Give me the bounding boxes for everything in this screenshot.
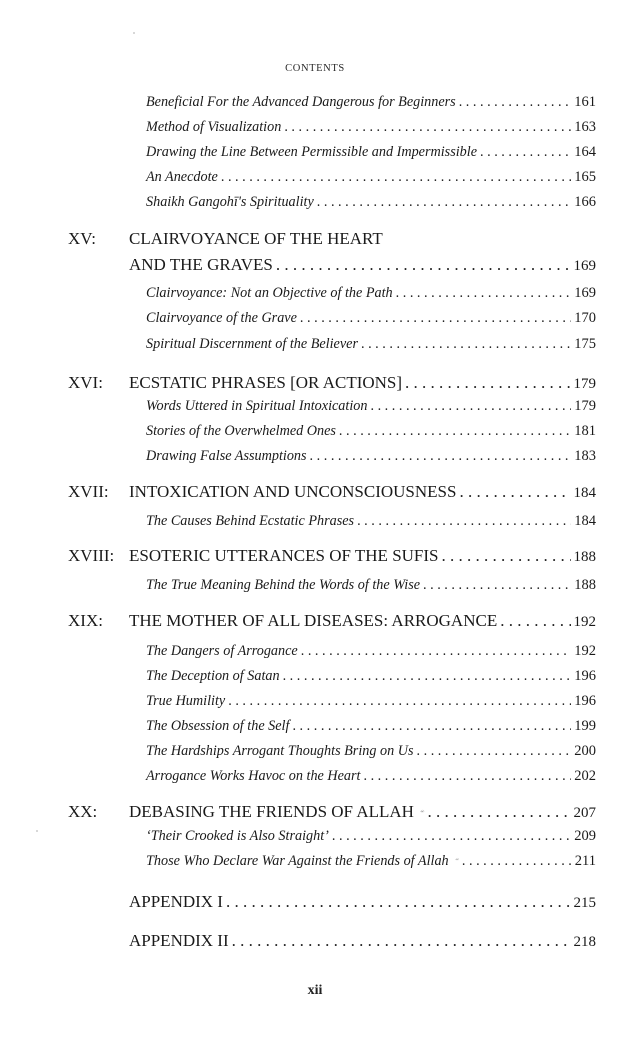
page-number: 181 [574,423,596,439]
toc-subentry[interactable] [0,169,630,193]
subentry-title: The Dangers of Arrogance [146,643,298,659]
chapter-title: ECSTATIC PHRASES [OR ACTIONS] [129,373,403,392]
toc-subentry[interactable] [0,119,630,143]
chapter-numeral: XVI: [68,373,103,392]
subentry-title: Words Uttered in Spiritual Intoxication [146,398,368,414]
chapter-title: THE MOTHER OF ALL DISEASES: ARROGANCE [129,611,498,630]
subentry-title: The Hardships Arrogant Thoughts Bring on Us [146,743,414,759]
leader-dots [500,611,570,631]
toc-subentry[interactable] [0,336,630,360]
page-folio: xii [307,983,323,998]
leader-dots [292,718,571,735]
leader-dots [228,693,571,710]
page-number: 196 [574,668,596,684]
toc-subentry[interactable] [0,643,630,667]
leader-dots [357,513,571,530]
subentry-title: The Deception of Satan [146,668,280,684]
scan-speck [36,830,38,832]
toc-subentry[interactable] [0,668,630,692]
subentry-title: Those Who Declare War Against the Friends of Allah [146,853,449,869]
leader-dots [396,285,572,302]
toc-chapter[interactable] [0,255,630,279]
page-number: 202 [574,768,596,784]
scan-speck [133,32,135,34]
subentry-title: Drawing the Line Between Permissible and Impermissible [146,144,478,160]
toc-subentry[interactable] [0,743,630,767]
page-number: 218 [573,934,596,950]
toc-chapter[interactable] [0,373,630,397]
leader-dots [339,423,571,440]
page-number: 165 [574,169,596,185]
page-number: 184 [574,513,596,529]
leader-dots [417,743,572,760]
leader-dots [221,169,571,186]
page-number: 215 [573,895,596,911]
subentry-title: The Obsession of the Self [146,718,290,734]
toc-chapter-heading[interactable] [0,229,630,253]
leader-dots [462,853,572,870]
chapter-numeral: XVIII: [68,546,115,565]
leader-dots [423,577,571,594]
leader-dots [301,643,572,660]
page-number: 188 [573,549,596,565]
leader-dots [276,255,571,275]
toc-subentry[interactable] [0,398,630,422]
subentry-title: Method of Visualization [146,119,282,135]
subentry-title: Shaikh Gangohī's Spirituality [146,194,314,210]
chapter-title: DEBASING THE FRIENDS OF ALLAH [129,802,414,821]
toc-subentry[interactable] [0,693,630,717]
leader-dots [405,373,570,393]
toc-subentry[interactable] [0,768,630,792]
chapter-title: AND THE GRAVES [129,255,273,274]
leader-dots [459,482,570,502]
toc-chapter[interactable] [0,482,630,506]
page-number: 188 [574,577,596,593]
toc-chapter[interactable] [0,611,630,635]
leader-dots [442,546,571,566]
subentry-title: The Causes Behind Ecstatic Phrases [146,513,355,529]
subentry-title: ‘Their Crooked is Also Straight’ [146,828,329,844]
toc-subentry[interactable] [0,853,630,877]
page-number: 200 [574,743,596,759]
page-number: 175 [574,336,596,352]
toc-subentry[interactable] [0,577,630,601]
page-number: 199 [574,718,596,734]
chapter-numeral: XX: [68,802,98,821]
page-number: 166 [574,194,596,210]
leader-dots [226,892,571,912]
arabic-honorific-icon [455,853,459,865]
leader-dots [283,668,572,685]
subentry-title: Clairvoyance of the Grave [146,310,297,326]
page-number: 169 [573,258,596,274]
page-number: 192 [573,614,596,630]
toc-subentry[interactable] [0,828,630,852]
subentry-title: True Humility [146,693,226,709]
page-number: 192 [574,643,596,659]
page-number: 196 [574,693,596,709]
leader-dots [310,448,572,465]
page-number: 211 [574,853,596,869]
running-head: CONTENTS [285,63,345,74]
toc-subentry[interactable] [0,310,630,334]
toc-chapter[interactable] [0,802,630,826]
page-number: 164 [574,144,596,160]
toc-chapter[interactable] [0,546,630,570]
subentry-title: Stories of the Overwhelmed Ones [146,423,336,439]
page-number: 207 [573,805,596,821]
subentry-title: The True Meaning Behind the Words of the Wise [146,577,421,593]
toc-subentry[interactable] [0,448,630,472]
toc-subentry[interactable] [0,285,630,309]
leader-dots [284,119,571,136]
appendix-title: APPENDIX II [129,931,229,950]
toc-appendix[interactable] [0,931,630,955]
subentry-title: Spiritual Discernment of the Believer [146,336,358,352]
subentry-title: Beneficial For the Advanced Dangerous for Beginners [146,94,456,110]
subentry-title: Arrogance Works Havoc on the Heart [146,768,361,784]
page-number: 169 [574,285,596,301]
page-number: 179 [573,376,596,392]
leader-dots [370,398,571,415]
chapter-numeral: XV: [68,229,97,248]
toc-subentry[interactable] [0,513,630,537]
page-number: 183 [574,448,596,464]
toc-subentry[interactable] [0,718,630,742]
leader-dots [317,194,571,211]
chapter-title: INTOXICATION AND UNCONSCIOUSNESS [129,482,457,501]
leader-dots [459,94,572,111]
leader-dots [480,144,571,161]
arabic-honorific-icon [420,805,425,817]
chapter-numeral: XVII: [68,482,109,501]
toc-subentry[interactable] [0,423,630,447]
subentry-title: Clairvoyance: Not an Objective of the Path [146,285,393,301]
toc-subentry[interactable] [0,194,630,218]
page-number: 184 [573,485,596,501]
page-number: 209 [574,828,596,844]
leader-dots [361,336,571,353]
leader-dots [332,828,571,845]
toc-subentry[interactable] [0,94,630,118]
page-number: 163 [574,119,596,135]
toc-appendix[interactable] [0,892,630,916]
page-number: 179 [574,398,596,414]
leader-dots [300,310,571,327]
chapter-title: ESOTERIC UTTERANCES OF THE SUFIS [129,546,439,565]
page-number: 170 [574,310,596,326]
leader-dots [428,802,571,822]
chapter-numeral: XIX: [68,611,103,630]
subentry-title: An Anecdote [146,169,218,185]
subentry-title: Drawing False Assumptions [146,448,307,464]
toc-subentry[interactable] [0,144,630,168]
page-number: 161 [574,94,596,110]
leader-dots [232,931,571,951]
appendix-title: APPENDIX I [129,892,223,911]
leader-dots [363,768,571,785]
chapter-title-line1: CLAIRVOYANCE OF THE HEART [129,229,383,248]
